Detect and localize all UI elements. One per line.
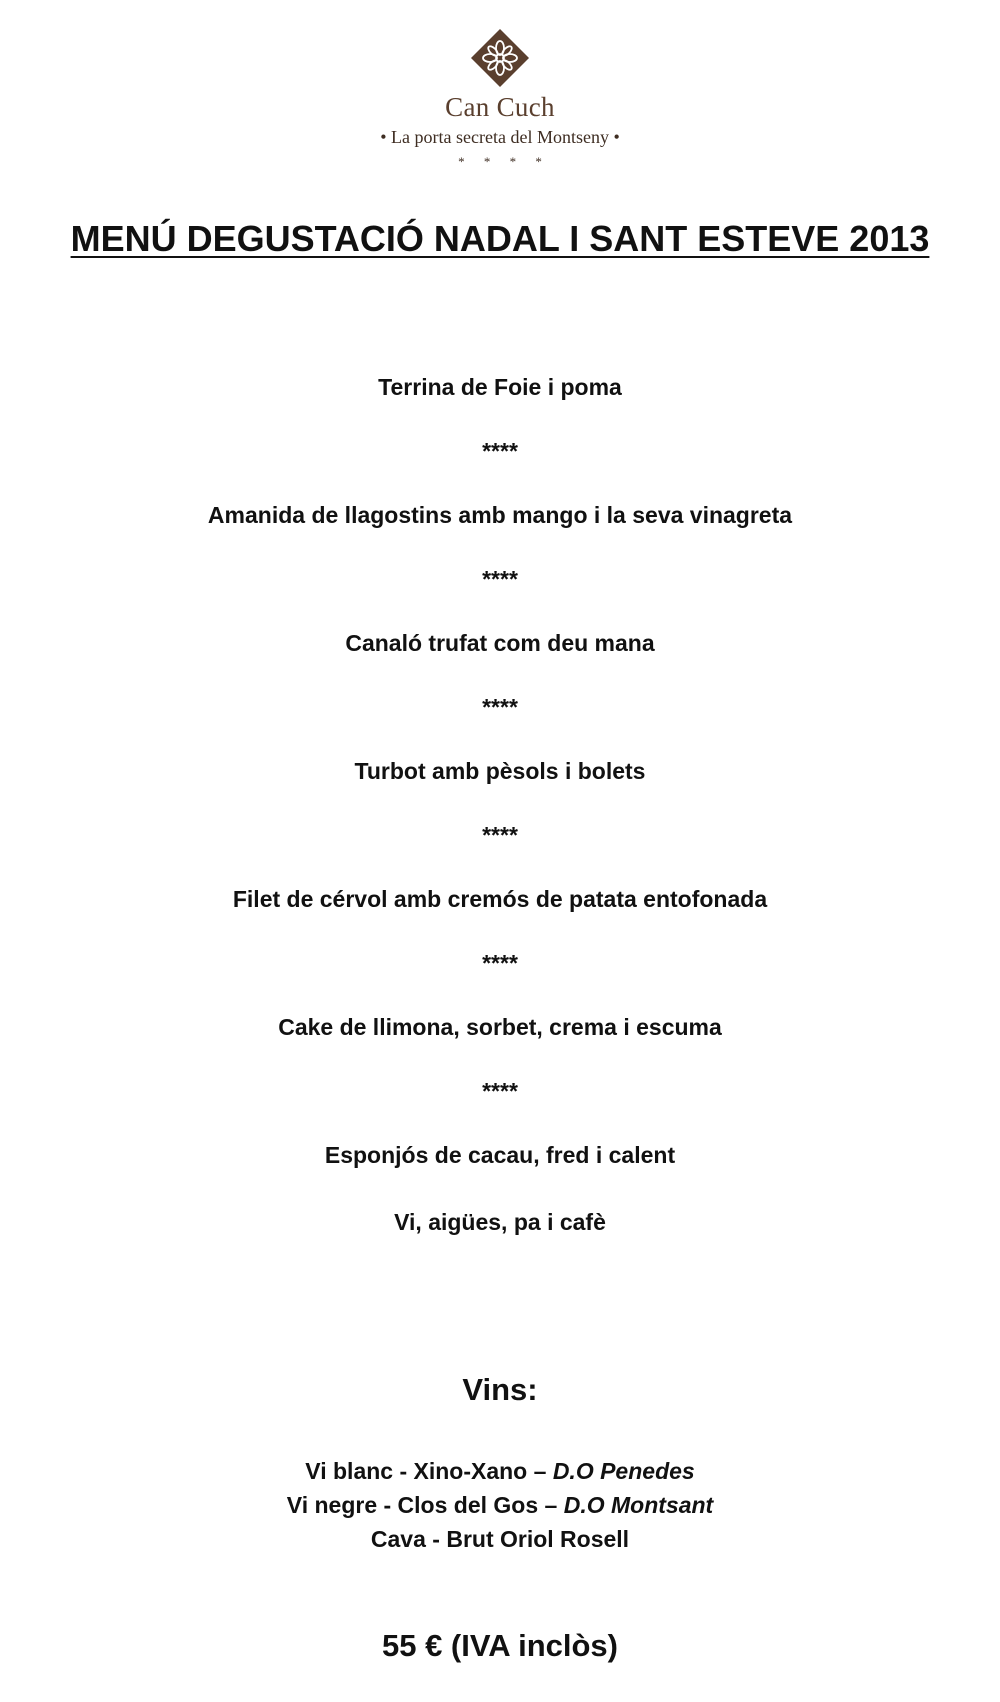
included-extras: Vi, aigües, pa i cafè bbox=[394, 1209, 606, 1235]
course-separator: **** bbox=[482, 950, 518, 976]
wines-heading: Vins: bbox=[462, 1372, 538, 1407]
course-item: Esponjós de cacau, fred i calent bbox=[324, 1142, 676, 1168]
course-separator: **** bbox=[482, 822, 518, 848]
wine-list bbox=[0, 1454, 1000, 1556]
course-item: Canaló trufat com deu mana bbox=[345, 630, 655, 656]
wine-item bbox=[0, 1454, 1000, 1488]
page-title: MENÚ DEGUSTACIÓ NADAL I SANT ESTEVE 2013 bbox=[70, 218, 930, 259]
course-item: Terrina de Foie i poma bbox=[378, 374, 622, 400]
course-separator: **** bbox=[482, 438, 518, 464]
wine-origin: D.O Penedes bbox=[552, 1458, 695, 1484]
wine-item bbox=[0, 1522, 1000, 1556]
diamond-flower-logo-icon bbox=[470, 28, 530, 88]
course-item: Cake de llimona, sorbet, crema i escuma bbox=[278, 1014, 722, 1040]
wine-label: Vi blanc - Xino-Xano – bbox=[305, 1458, 553, 1484]
logo bbox=[0, 28, 1000, 170]
logo-stars: * * * * bbox=[458, 154, 550, 169]
course-separator: **** bbox=[482, 1078, 518, 1104]
course-separator: **** bbox=[482, 566, 518, 592]
course-item: Turbot amb pèsols i bolets bbox=[354, 758, 646, 784]
wine-origin: D.O Montsant bbox=[563, 1492, 714, 1518]
course-separator: **** bbox=[482, 694, 518, 720]
wine-label: Vi negre - Clos del Gos – bbox=[286, 1492, 564, 1518]
course-item: Amanida de llagostins amb mango i la seva vinagreta bbox=[207, 502, 793, 528]
course-list bbox=[0, 370, 1000, 1239]
menu-price: 55 € (IVA inclòs) bbox=[381, 1628, 618, 1663]
wine-item bbox=[0, 1488, 1000, 1522]
course-item: Filet de cérvol amb cremós de patata entofonada bbox=[232, 886, 768, 912]
wine-label: Cava - Brut Oriol Rosell bbox=[370, 1526, 630, 1552]
logo-name: Can Cuch bbox=[445, 92, 555, 122]
logo-tagline: • La porta secreta del Montseny • bbox=[380, 127, 620, 147]
